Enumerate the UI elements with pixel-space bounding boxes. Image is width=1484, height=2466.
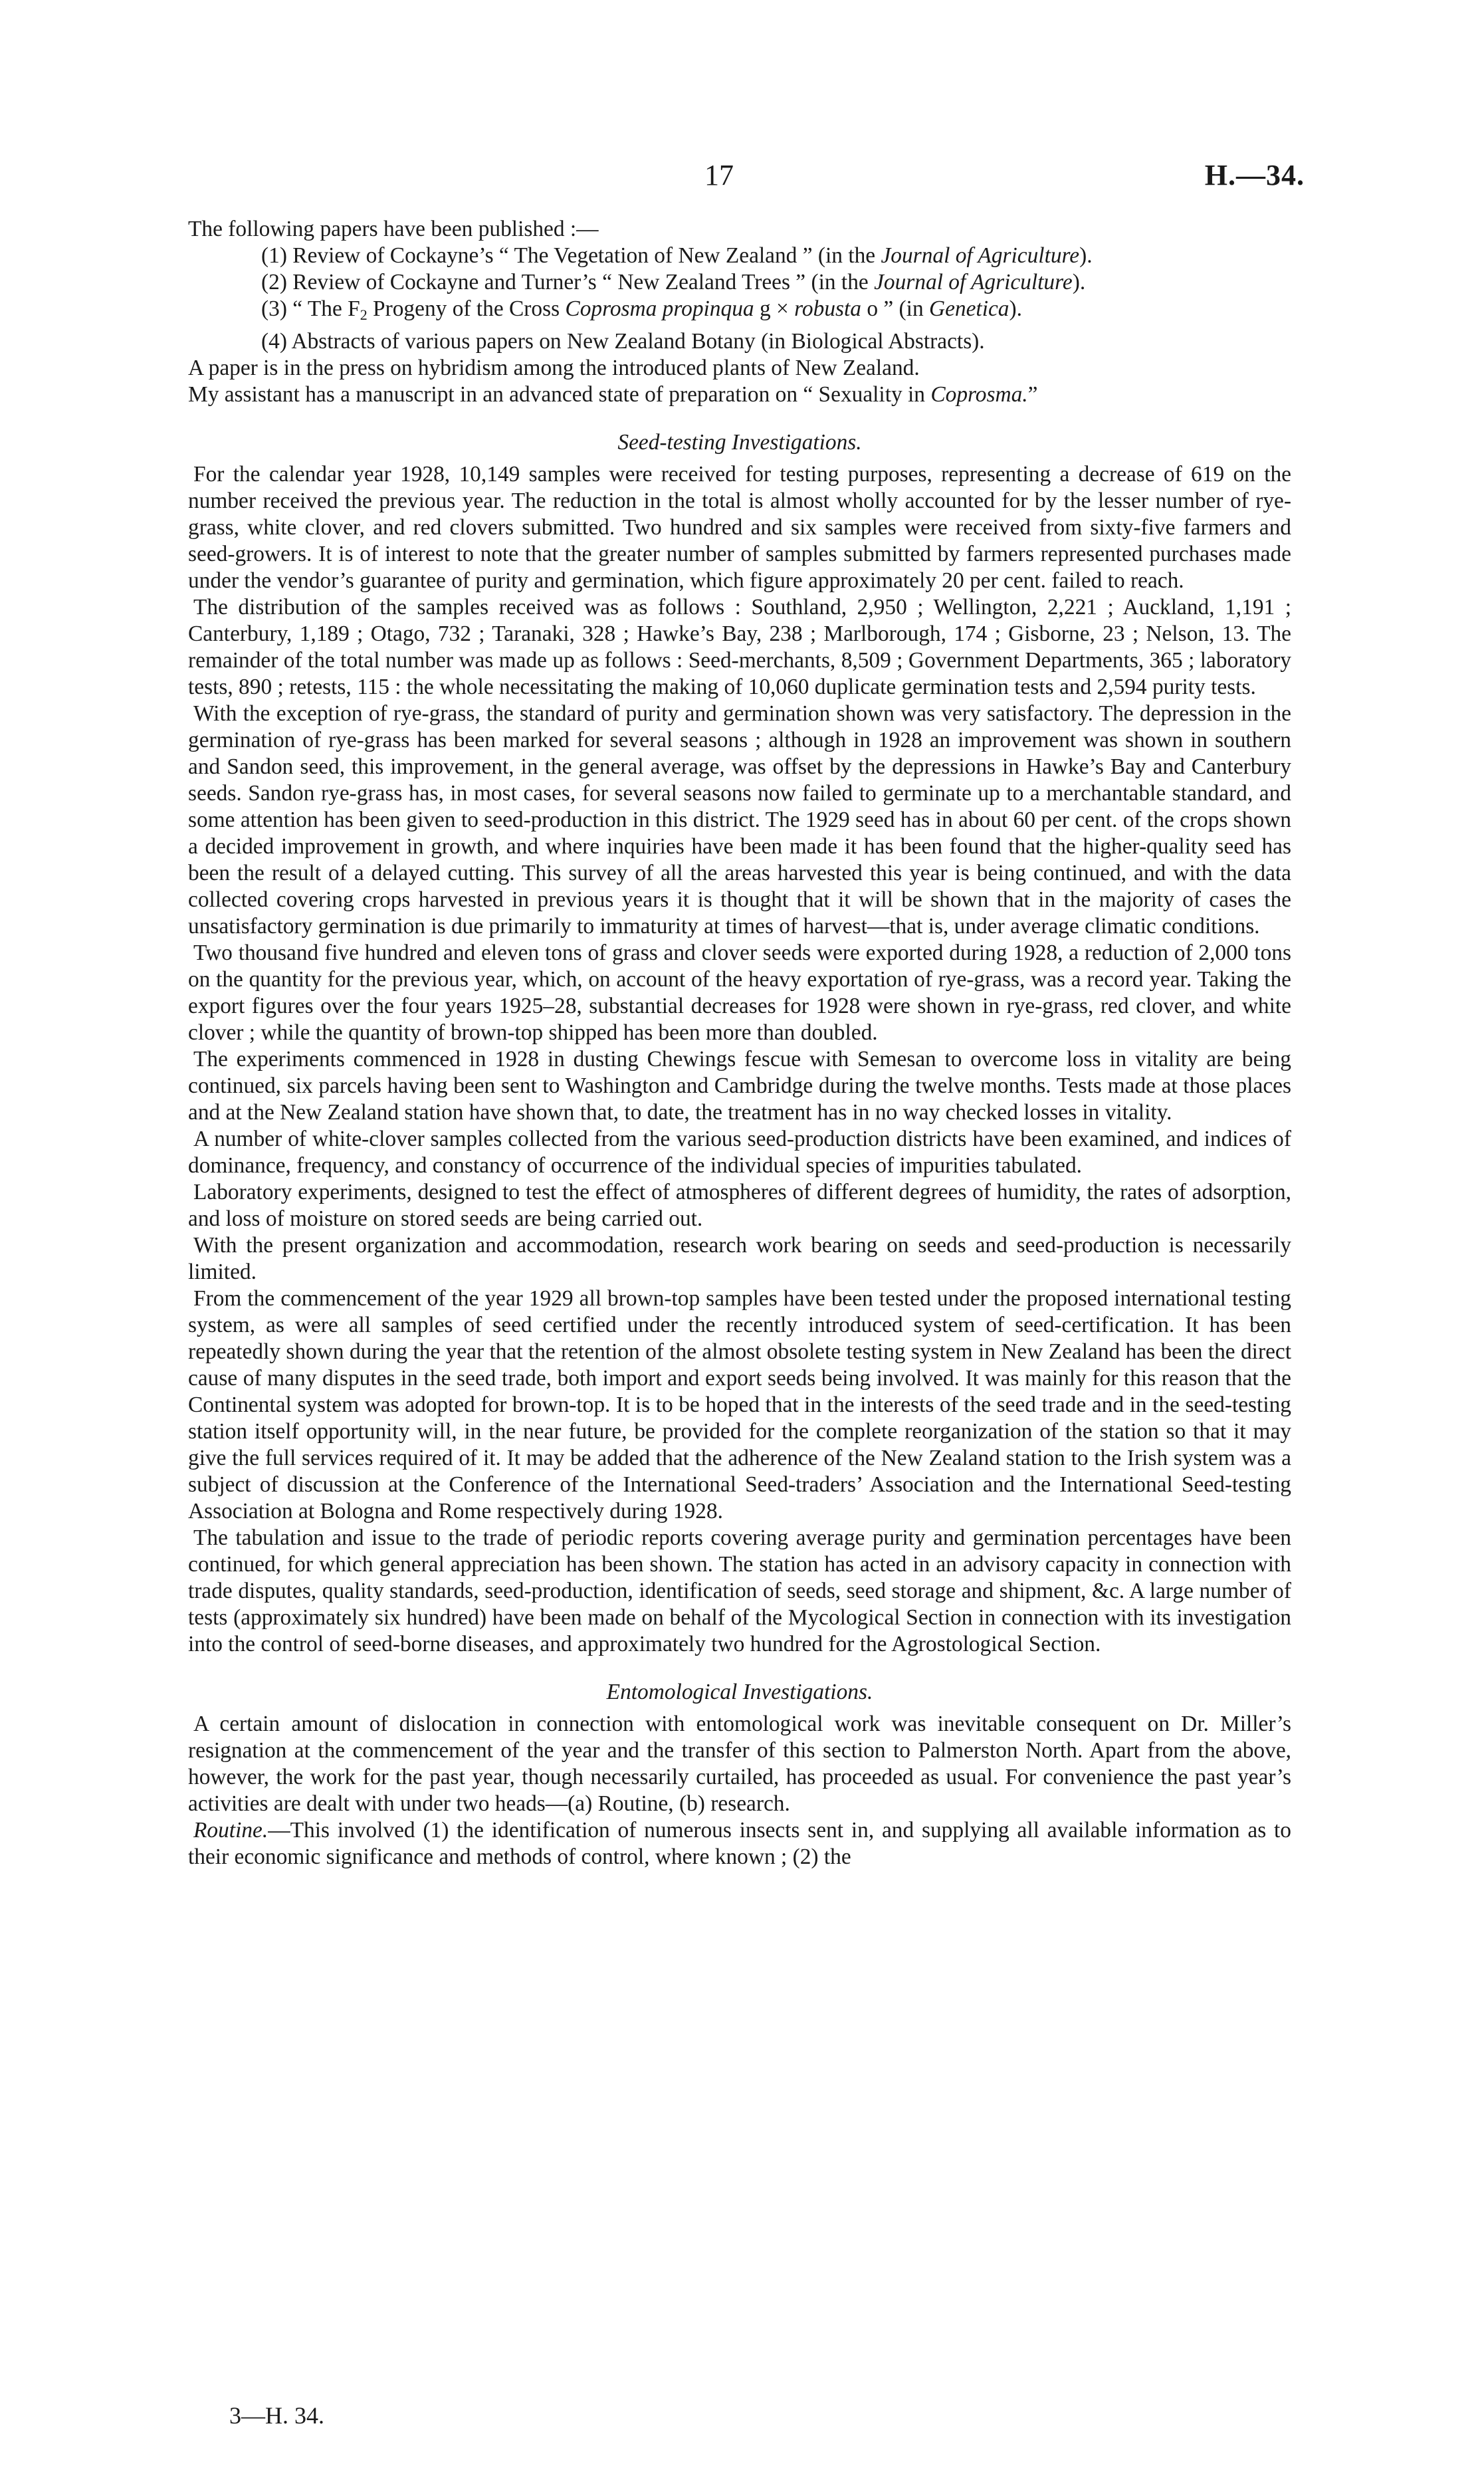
paragraph: A certain amount of dislocation in connection with entomological work was inevitable consequent on Dr. Miller’s resignation at the commencement of the year and the transfer of this section to Palmerston North. Apart from the above, however, the work for the past year, though necessarily curtailed, has proceeded as usual. For convenience the past year’s activities are dealt with under two heads—(a) Routine, (b) research. [188, 1712, 1291, 1816]
page-header [186, 158, 1305, 198]
section-title-seed-testing: Seed-testing Investigations. [617, 430, 862, 455]
list-item: (2) Review of Cockayne and Turner’s “ New Zealand Trees ” (in the Journal of Agriculture). [261, 270, 1086, 294]
page-footer-signature: 3—H. 34. [229, 2402, 324, 2429]
paragraph: A number of white-clover samples collected from the various seed-production districts have been examined, and indices of dominance, frequency, and constancy of occurrence of the individual species of impurities tabulated. [188, 1127, 1291, 1178]
list-item: (1) Review of Cockayne’s “ The Vegetation of New Zealand ” (in the Journal of Agriculture). [261, 243, 1093, 268]
press-note: A paper is in the press on hybridism among the introduced plants of New Zealand. [188, 356, 920, 380]
paragraph: The tabulation and issue to the trade of periodic reports covering average purity and germination percentages have been continued, for which general appreciation has been shown. The station has acted in an advisory capacity in connection with trade disputes, quality standards, seed-production, identification of seeds, seed storage and shipment, &c. A large number of tests (approximately six hundred) have been made on behalf of the Mycological Section in connection with its investigation into the control of seed-borne diseases, and approximately two hundred for the Agrostological Section. [188, 1525, 1291, 1656]
paragraph: Routine.—This involved (1) the identification of numerous insects sent in, and supplying all available information as to their economic significance and methods of control, where known ; (2) the [188, 1818, 1291, 1869]
page-number: 17 [704, 159, 734, 191]
list-item: (3) “ The $F_2$ Progeny of the Cross Coprosma propinqua g × robusta o ” (in Genetica). [261, 296, 1022, 323]
paragraph: The distribution of the samples received was as follows : Southland, 2,950 ; Wellington, 2,221 ; Auckland, 1,191 ; Canterbury, 1,189 ; Otago, 732 ; Taranaki, 328 ; Hawke’s Bay, 238 ; Marlborough, 174 ; Gisborne, 23 ; Nelson, 13. The remainder of the total number was made up as follows : Seed-merchants, 8,509 ; Government Departments, 365 ; laboratory tests, 890 ; retests, 115 : the whole necessitating the making of 10,060 duplicate germination tests and 2,594 purity tests. [188, 595, 1291, 699]
papers-intro: The following papers have been published :— [188, 217, 599, 241]
document-reference: H.—34. [1204, 159, 1305, 191]
paragraph: From the commencement of the year 1929 all brown-top samples have been tested under the proposed international testing system, as were all samples of seed certified under the recently introduced system of seed-certification. It has been repeatedly shown during the year that the retention of the almost obsolete testing system in New Zealand has been the direct cause of many disputes in the seed trade, both import and export seeds being involved. It was mainly for this reason that the Continental system was adopted for brown-top. It is to be hoped that in the interests of the seed trade and in the seed-testing station itself opportunity will, in the near future, be provided for the complete reorganization of the station so that it may give the full services required of it. It may be added that the adherence of the New Zealand station to the Irish system was a subject of discussion at the Conference of the International Seed-traders’ Association and the International Seed-testing Association at Bologna and Rome respectively during 1928. [188, 1286, 1291, 1523]
paragraph: Two thousand five hundred and eleven tons of grass and clover seeds were exported during 1928, a reduction of 2,000 tons on the quantity for the previous year, which, on account of the heavy exportation of rye-grass, was a record year. Taking the export figures over the four years 1925–28, substantial decreases for 1928 were shown in rye-grass, red clover, and white clover ; while the quantity of brown-top shipped has been more than doubled. [188, 941, 1291, 1045]
paragraph: Laboratory experiments, designed to test the effect of atmospheres of different degrees of humidity, the rates of adsorption, and loss of moisture on stored seeds are being carried out. [188, 1180, 1291, 1231]
list-item: (4) Abstracts of various papers on New Zealand Botany (in Biological Abstracts). [261, 329, 985, 354]
paragraph: With the exception of rye-grass, the standard of purity and germination shown was very satisfactory. The depression in the germination of rye-grass has been marked for several seasons ; although in 1928 an improvement was shown in southern and Sandon seed, this improvement, in the general average, was offset by the depressions in Hawke’s Bay and Canterbury seeds. Sandon rye-grass has, in most cases, for several seasons now failed to germinate up to a merchantable standard, and some attention has been given to seed-production in this district. The 1929 seed has in about 60 per cent. of the crops shown a decided improvement in growth, and where inquiries have been made it has been found that the higher-quality seed has been the result of a delayed cutting. This survey of all the areas harvested this year is being continued, and with the data collected covering crops harvested in previous years it is thought that it will be shown that in the majority of cases the unsatisfactory germination is due primarily to immaturity at times of harvest—that is, under average climatic conditions. [188, 701, 1291, 939]
assistant-note: My assistant has a manuscript in an advanced state of preparation on “ Sexuality in Coprosma.” [188, 382, 1038, 407]
paragraph: The experiments commenced in 1928 in dusting Chewings fescue with Semesan to overcome loss in vitality are being continued, six parcels having been sent to Washington and Cambridge during the twelve months. Tests made at those places and at the New Zealand station have shown that, to date, the treatment has in no way checked losses in vitality. [188, 1047, 1291, 1125]
paragraph: For the calendar year 1928, 10,149 samples were received for testing purposes, representing a decrease of 619 on the number received the previous year. The reduction in the total is almost wholly accounted for by the lesser number of rye-grass, white clover, and red clovers submitted. Two hundred and six samples were received from sixty-five farmers and seed-growers. It is of interest to note that the greater number of samples submitted by farmers represented purchases made under the vendor’s guarantee of purity and germination, which figure approximately 20 per cent. failed to reach. [188, 462, 1291, 593]
body-text [188, 216, 1291, 1870]
paragraph: With the present organization and accommodation, research work bearing on seeds and seed-production is necessarily limited. [188, 1233, 1291, 1284]
section-title-entomological: Entomological Investigations. [606, 1680, 873, 1704]
papers-list [261, 243, 1291, 355]
